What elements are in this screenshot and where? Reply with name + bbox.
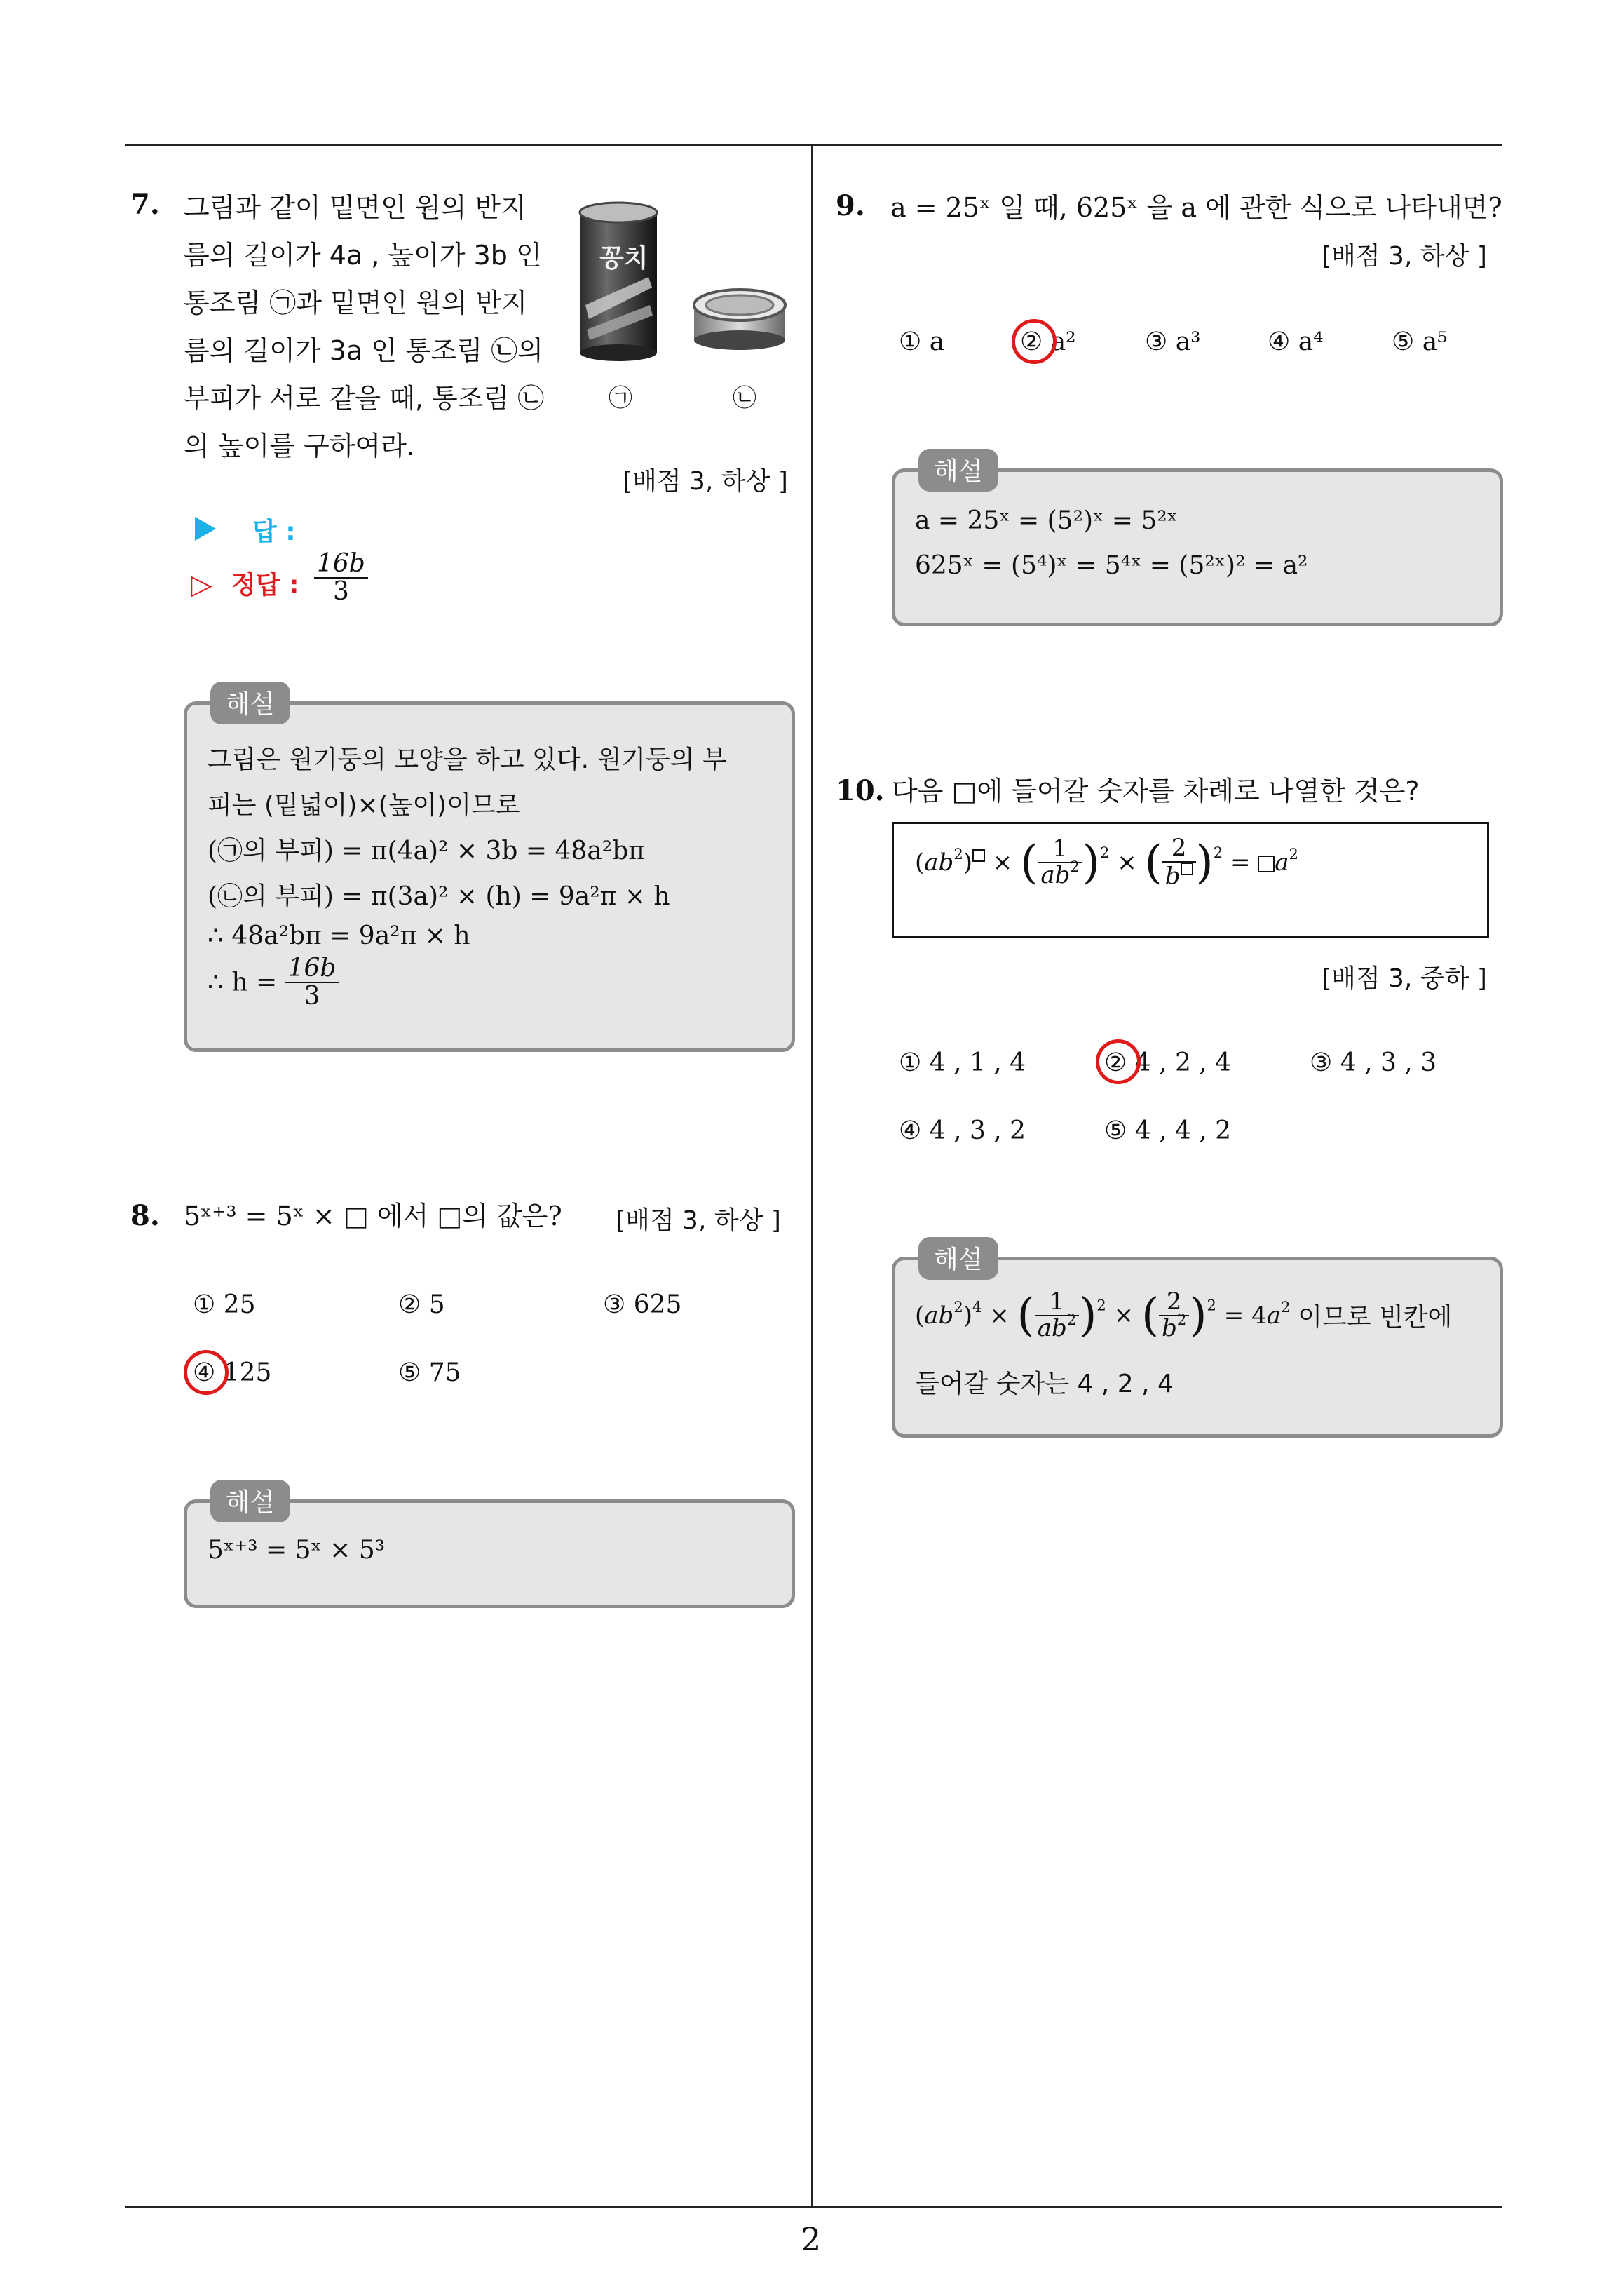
q9-explain-tab: 해설	[918, 449, 998, 492]
q8-number: 8.	[130, 1199, 160, 1232]
q9-explain-box	[892, 468, 1503, 626]
q9-number: 9.	[836, 189, 865, 222]
q9-selected-mark	[1012, 319, 1057, 364]
q8-choice-5[interactable]: ⑤ 75	[398, 1358, 461, 1387]
q10-choice-5[interactable]: ⑤ 4 , 4 , 2	[1104, 1116, 1232, 1145]
q10-choice-2[interactable]: ② 4 , 2 , 4	[1104, 1048, 1232, 1077]
q9-explain-line: a = 25ˣ = (5²)ˣ = 5²ˣ	[915, 506, 1178, 535]
q8-choice-2[interactable]: ② 5	[398, 1290, 445, 1319]
q7-number: 7.	[130, 188, 160, 221]
q9-score: [배점 3, 하상 ]	[1322, 242, 1487, 271]
q8-question: 5ˣ⁺³ = 5ˣ × □ 에서 □의 값은?	[184, 1201, 562, 1231]
q8-choice-3[interactable]: ③ 625	[603, 1290, 682, 1319]
q8-selected-mark	[184, 1350, 229, 1395]
q10-explain-tail: 이므로 빈칸에	[1298, 1303, 1453, 1332]
q10-explain-box	[892, 1257, 1503, 1438]
q7-score: [배점 3, 하상 ]	[623, 467, 788, 496]
bottom-rule	[125, 2206, 1502, 2208]
tall-can-icon	[580, 203, 657, 361]
q7-line: 름의 길이가 3a 인 통조림 ㉡의	[184, 335, 543, 366]
q8-choice-4[interactable]: ④ 125	[193, 1358, 272, 1387]
q10-explain-tab: 해설	[918, 1237, 998, 1280]
can-label-1: ㉠	[609, 384, 632, 412]
q9-choice-5[interactable]: ⑤ a⁵	[1392, 327, 1448, 356]
q7-explain-line: (㉡의 부피) = π(3a)² × (h) = 9a²π × h	[208, 882, 670, 911]
q7-explain-line: 그림은 원기둥의 모양을 하고 있다. 원기둥의 부	[208, 745, 727, 774]
q8-explain-tab: 해설	[210, 1480, 290, 1522]
q7-explain-h	[208, 955, 339, 1010]
q10-choice-3[interactable]: ③ 4 , 3 , 3	[1310, 1048, 1437, 1077]
q10-choice-1[interactable]: ① 4 , 1 , 4	[899, 1048, 1026, 1077]
q7-explain-line: ∴ 48a²bπ = 9a²π × h	[208, 921, 470, 950]
flat-can-icon	[694, 290, 785, 350]
page-number: 2	[801, 2220, 822, 2258]
q7-h-num: 16b	[285, 955, 339, 983]
q10-number: 10.	[836, 774, 885, 807]
correct-label: 정답 :	[231, 571, 299, 600]
q7-question	[184, 184, 548, 470]
correct-den: 3	[332, 576, 349, 606]
q10-choice-4[interactable]: ④ 4 , 3 , 2	[899, 1116, 1026, 1145]
q7-line: 부피가 서로 같을 때, 통조림 ㉡	[184, 383, 545, 414]
can-illustration	[571, 200, 796, 368]
q7-line: 통조림 ㉠과 밑면인 원의 반지	[184, 288, 528, 318]
q10-explain-line2: 들어갈 숫자는 4 , 2 , 4	[915, 1370, 1174, 1398]
q7-explain-tab: 해설	[210, 682, 290, 724]
q8-explain: 5ˣ⁺³ = 5ˣ × 5³	[208, 1536, 386, 1565]
q7-line: 의 높이를 구하여라.	[184, 431, 415, 461]
q10-expression: $(ab^2)$ × ( $\frac{1}{ab^2}$ )$^2$ × ( $\frac{2}{b}$ )$^2 = a^2$	[915, 834, 1298, 890]
q7-h-den: 3	[304, 981, 320, 1011]
can-label-2: ㉡	[733, 384, 756, 412]
answer-arrow-icon	[195, 517, 216, 541]
q9-choice-2[interactable]: ② a²	[1020, 327, 1076, 356]
correct-answer	[314, 551, 368, 605]
correct-arrow-icon: ▷	[191, 569, 212, 601]
q9-choice-3[interactable]: ③ a³	[1145, 327, 1201, 356]
q10-selected-mark	[1096, 1039, 1141, 1084]
q10-score: [배점 3, 중하 ]	[1322, 964, 1487, 993]
q10-question: 다음 □에 들어갈 숫자를 차례로 나열한 것은?	[892, 776, 1420, 806]
q9-choice-4[interactable]: ④ a⁴	[1268, 327, 1324, 356]
q9-question: a = 25ˣ 일 때, 625ˣ 을 a 에 관한 식으로 나타내면?	[890, 192, 1502, 223]
can-text: 꽁치	[599, 244, 648, 273]
q7-explain-line: 피는 (밑넓이)×(높이)이므로	[208, 791, 520, 820]
q9-choice-1[interactable]: ① a	[899, 327, 945, 356]
q8-choice-1[interactable]: ① 25	[193, 1290, 256, 1319]
q7-explain-h-prefix: ∴ h =	[208, 968, 278, 997]
correct-num: 16b	[314, 551, 368, 579]
q7-explain-line: (㉠의 부피) = π(4a)² × 3b = 48a²bπ	[208, 837, 645, 865]
q7-line: 름의 길이가 4a , 높이가 3b 인	[184, 240, 542, 271]
q8-score: [배점 3, 하상 ]	[616, 1206, 781, 1235]
q9-explain-line: 625ˣ = (5⁴)ˣ = 5⁴ˣ = (5²ˣ)² = a²	[915, 551, 1308, 580]
answer-label: 답 :	[252, 518, 296, 546]
q7-line: 그림과 같이 밑면인 원의 반지	[184, 192, 527, 223]
q10-explain-expression: $(ab^2)^4$ × ( $\frac{1}{ab^2}$ )$^2$ × ( $\frac{2}{b^2}$ )$^2 = 4a^2$ 이므로 빈칸에	[915, 1287, 1453, 1342]
top-rule	[125, 144, 1502, 146]
column-divider	[811, 144, 813, 2207]
